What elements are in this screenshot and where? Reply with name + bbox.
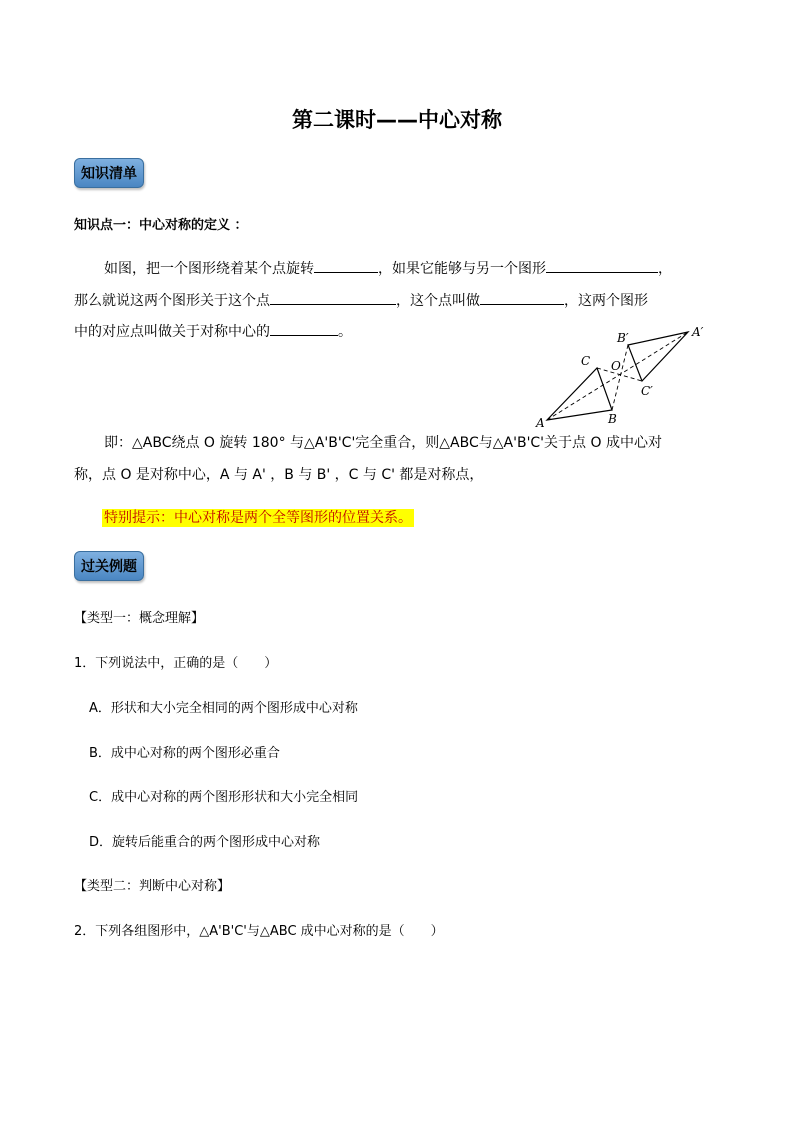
triangle-abc <box>547 368 612 420</box>
triangle-abc-prime <box>628 332 688 381</box>
section-badge-examples: 过关例题 <box>74 551 144 581</box>
question1-option-d: D．旋转后能重合的两个图形成中心对称 <box>89 835 321 850</box>
label-c-prime: C′ <box>641 384 653 398</box>
para1-text: 如图，把一个图形绕着某个点旋转 <box>104 261 314 277</box>
para2-line2: 称，点 O 是对称中心，A 与 A' ，B 与 B' ，C 与 C' 都是对称点， <box>74 467 484 483</box>
section-badge-knowledge: 知识清单 <box>74 158 144 188</box>
fill-blank <box>270 321 338 336</box>
para1-line3 <box>74 321 352 341</box>
segment-a-a-prime <box>547 332 688 420</box>
para1-text: ， <box>658 261 672 277</box>
question1-option-a: A．形状和大小完全相同的两个图形成中心对称 <box>89 701 358 716</box>
special-tip-text: 特别提示：中心对称是两个全等图形的位置关系。 <box>104 510 412 526</box>
central-symmetry-figure <box>530 324 720 432</box>
para1-text: 。 <box>338 324 352 340</box>
label-a: A <box>536 416 545 430</box>
type1-heading: 【类型一：概念理解】 <box>74 611 205 626</box>
para1-text: 中的对应点叫做关于对称中心的 <box>74 324 270 340</box>
label-c: C <box>581 354 591 368</box>
type2-heading: 【类型二：判断中心对称】 <box>74 879 231 894</box>
para1-line2 <box>74 290 648 310</box>
question2-stem: 2．下列各组图形中，△A'B'C'与△ABC 成中心对称的是（ ） <box>74 924 444 939</box>
fill-blank <box>480 290 564 305</box>
question1-option-c: C．成中心对称的两个图形形状和大小完全相同 <box>89 790 359 805</box>
para1-text: 那么就说这两个图形关于这个点 <box>74 293 270 309</box>
fill-blank <box>270 290 396 305</box>
question1-stem: 1．下列说法中，正确的是（ ） <box>74 656 278 671</box>
para1-text: ，这个点叫做 <box>396 293 480 309</box>
label-o: O <box>611 359 621 373</box>
label-a-prime: A′ <box>692 325 704 339</box>
label-b: B <box>608 412 617 426</box>
fill-blank <box>546 258 658 273</box>
label-b-prime: B′ <box>617 331 629 345</box>
para2-line1: 即：△ABC绕点 O 旋转 180° 与△A'B'C'完全重合，则△ABC与△A'B'C'关于点 O 成中心对 <box>104 435 662 451</box>
para1-text: ，如果它能够与另一个图形 <box>378 261 546 277</box>
para1-line1 <box>104 258 672 278</box>
special-tip <box>102 507 414 527</box>
para1-text: ，这两个图形 <box>564 293 648 309</box>
knowledge-point-heading: 知识点一：中心对称的定义 ： <box>74 218 248 233</box>
fill-blank <box>314 258 378 273</box>
question1-option-b: B．成中心对称的两个图形必重合 <box>89 746 280 761</box>
page-title: 第二课时——中心对称 <box>292 108 502 132</box>
